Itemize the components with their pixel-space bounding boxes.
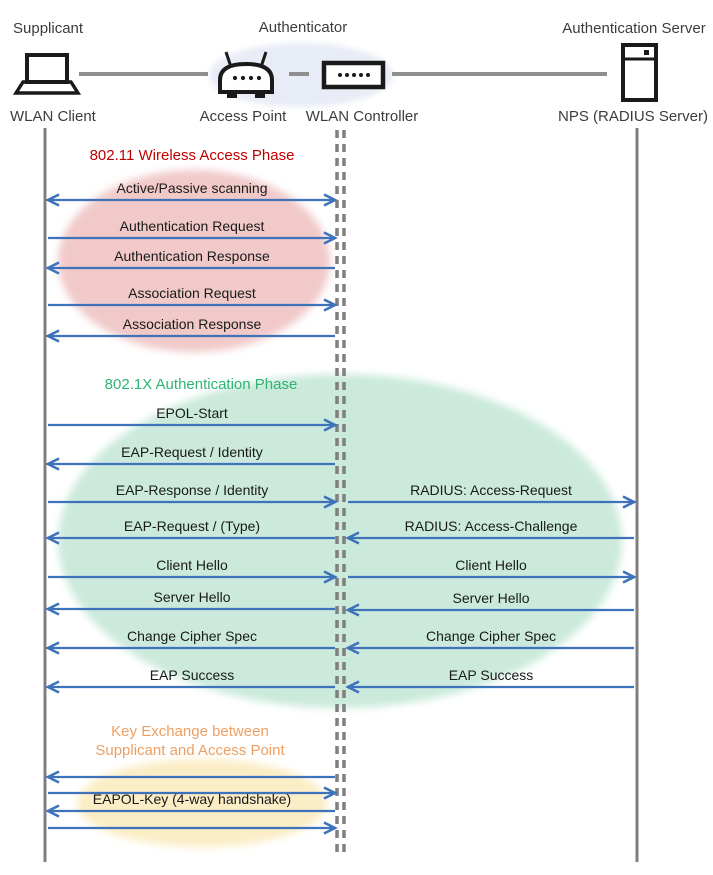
message-label: Active/Passive scanning	[116, 180, 268, 196]
message-label: EAP-Request / (Type)	[123, 518, 261, 534]
message-label: Association Request	[128, 285, 256, 301]
message-label: Server Hello	[153, 589, 231, 605]
message-label: Client Hello	[455, 557, 527, 573]
message-label: EAP-Response / Identity	[115, 482, 269, 498]
message-label: EAP Success	[149, 667, 235, 683]
wlan-controller-icon	[324, 63, 383, 87]
role-authenticator: Authenticator	[258, 19, 348, 36]
node-label-wlan-controller: WLAN Controller	[305, 108, 419, 125]
message-label: RADIUS: Access-Challenge	[404, 518, 578, 534]
role-supplicant: Supplicant	[13, 20, 84, 37]
message-label: Change Cipher Spec	[127, 628, 257, 644]
message-label: Authentication Response	[114, 248, 270, 264]
server-icon	[623, 45, 656, 100]
message-label: Client Hello	[156, 557, 228, 573]
message-label: Association Response	[122, 316, 262, 332]
phase3-title-line2: Supplicant and Access Point	[95, 742, 285, 759]
message-label: EAP-Request / Identity	[121, 444, 263, 460]
phase3-title-line1: Key Exchange between	[111, 723, 269, 740]
role-authentication-server: Authentication Server	[562, 20, 706, 37]
node-label-access-point: Access Point	[199, 108, 287, 125]
phase2-title: 802.1X Authentication Phase	[104, 376, 298, 393]
phase3-title	[95, 722, 284, 760]
phase1-title: 802.11 Wireless Access Phase	[89, 147, 295, 164]
message-label: EAPOL-Key (4-way handshake)	[92, 791, 292, 807]
message-label: Authentication Request	[119, 218, 265, 234]
node-label-wlan-client: WLAN Client	[10, 108, 96, 125]
message-label: RADIUS: Access-Request	[410, 482, 572, 498]
message-label: EAP Success	[448, 667, 534, 683]
message-label: Server Hello	[452, 590, 530, 606]
message-label: EPOL-Start	[156, 405, 228, 421]
laptop-icon	[16, 55, 78, 93]
node-label-nps-radius-server: NPS (RADIUS Server)	[557, 108, 709, 125]
message-label: Change Cipher Spec	[426, 628, 556, 644]
